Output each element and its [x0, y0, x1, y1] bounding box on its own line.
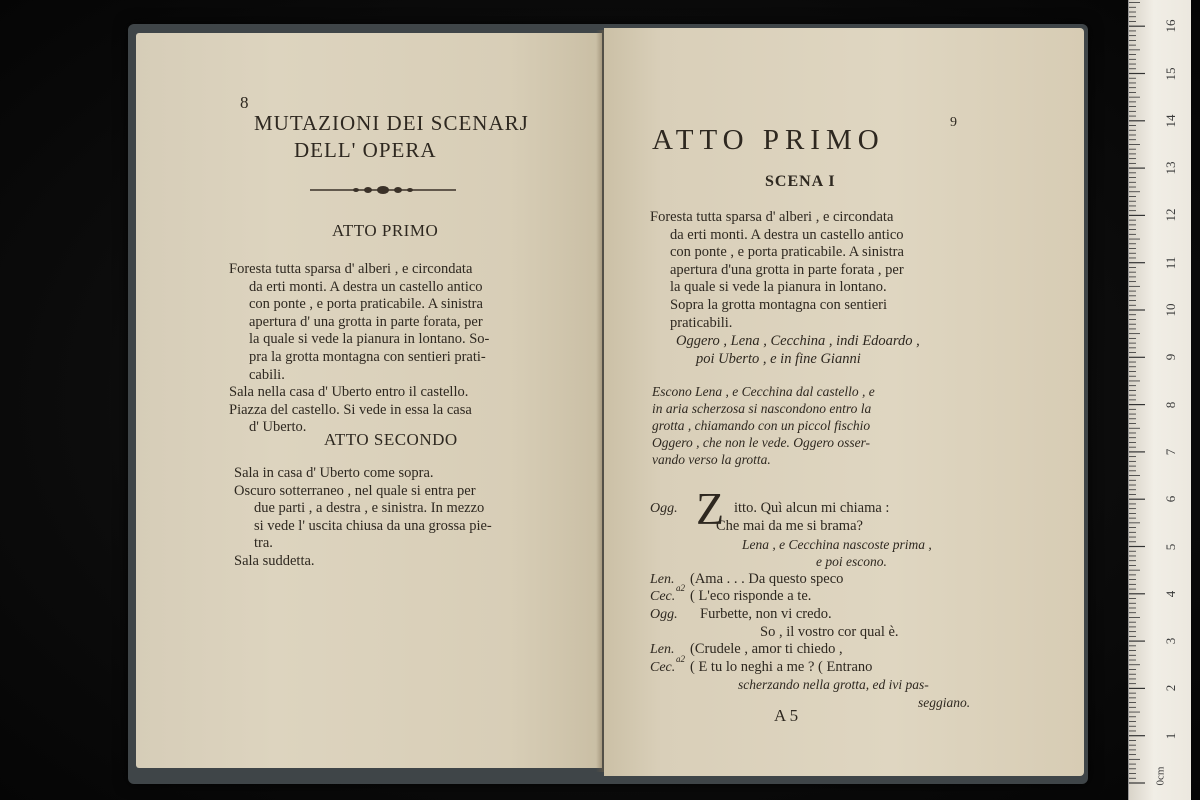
right-page-number: 9 — [950, 115, 957, 130]
scene-line: d' Uberto. — [249, 419, 307, 436]
scene-line: Sala in casa d' Uberto come sopra. — [234, 465, 434, 481]
ruler-number: 4 — [1163, 590, 1178, 598]
left-title-line1: MUTAZIONI DEI SCENARJ — [254, 111, 529, 135]
direction-line: in aria scherzosa si nascondono entro la — [652, 401, 872, 416]
scene-line: la quale si vede la pianura in lontano. So- — [249, 331, 490, 348]
a2-mark: a2 — [676, 653, 685, 664]
direction-line: Oggero , che non le vede. Oggero osser- — [652, 435, 871, 450]
scene-line: Sala nella casa d' Uberto entro il castello. — [229, 384, 469, 401]
scene-line: due parti , a destra , e sinistra. In mezzo — [254, 500, 485, 517]
ruler-number: 2 — [1163, 685, 1178, 692]
scene-line: cabili. — [249, 366, 285, 383]
scene-line: Foresta tutta sparsa d' alberi , e circondata — [229, 261, 473, 277]
ruler-ticks — [1129, 0, 1191, 800]
scene-line: Sala suddetta. — [234, 552, 315, 569]
left-title-line2: DELL' OPERA — [294, 138, 437, 162]
ruler-number: 14 — [1163, 114, 1178, 128]
dialogue-line: Furbette, non vi credo. — [700, 605, 832, 622]
ruler-number: 3 — [1163, 637, 1178, 645]
ruler-number: 6 — [1163, 495, 1178, 503]
ruler-number: 15 — [1163, 67, 1178, 80]
stage-direction — [652, 383, 875, 468]
description-line: la quale si vede la pianura in lontano. — [670, 279, 887, 296]
dialogue-line: ( L'eco risponde a te. — [690, 588, 812, 605]
act2-scene-list — [234, 465, 492, 571]
description-line: apertura d'una grotta in parte forata , per — [670, 261, 904, 278]
ornament-divider-icon — [308, 183, 458, 197]
ruler-unit-label: 0cm — [1154, 766, 1167, 786]
character-line: Oggero , Lena , Cecchina , indi Edoardo , — [676, 333, 920, 349]
direction-line: seggiano. — [918, 694, 971, 710]
speaker-label: Len. — [650, 642, 675, 658]
dialogue-line: So , il vostro cor qual è. — [760, 623, 899, 640]
description-line: da erti monti. A destra un castello antico — [670, 226, 904, 243]
act2-heading: ATTO SECONDO — [324, 430, 458, 449]
direction-line: e poi escono. — [816, 554, 887, 570]
direction-line: grotta , chiamando con un piccol fischio — [652, 418, 871, 433]
ruler-number: 16 — [1163, 19, 1178, 33]
dialogue-block — [650, 470, 1070, 712]
direction-line: scherzando nella grotta, ed ivi pas- — [738, 677, 929, 693]
ruler-number: 12 — [1163, 208, 1178, 222]
character-list — [676, 333, 920, 368]
signature-mark: A 5 — [774, 706, 799, 725]
dialogue-line: (Ama . . . Da questo speco — [690, 570, 844, 587]
description-line: con ponte , e porta praticabile. A sinistra — [670, 244, 904, 261]
left-page-number: 8 — [240, 93, 249, 112]
act-title: ATTO PRIMO — [652, 124, 885, 156]
ruler-number: 5 — [1163, 543, 1178, 550]
a2-mark: a2 — [676, 583, 685, 594]
speaker-label: Ogg. — [650, 501, 678, 516]
scene-line: apertura d' una grotta in parte forata, per — [249, 313, 483, 330]
ruler-number: 11 — [1163, 256, 1178, 269]
scene-line: con ponte , e porta praticabile. A sinistra — [249, 296, 483, 313]
scene-line: si vede l' uscita chiusa da una grossa pie- — [254, 517, 492, 534]
dialogue-line: itto. Quì alcun mi chiama : — [734, 500, 890, 516]
character-line: poi Uberto , e in fine Gianni — [696, 350, 861, 367]
direction-line: Escono Lena , e Cecchina dal castello , e — [652, 384, 875, 399]
description-line: Foresta tutta sparsa d' alberi , e circondata — [650, 209, 894, 225]
speaker-label: Cec. — [650, 589, 676, 605]
ruler-number: 7 — [1163, 448, 1178, 456]
measuring-ruler — [1128, 0, 1191, 800]
dialogue-line: (Crudele , amor ti chiedo , — [690, 641, 843, 658]
scene-description — [650, 209, 904, 332]
speaker-label: Cec. — [650, 659, 676, 675]
ruler-number: 13 — [1163, 161, 1178, 175]
act1-scene-list — [229, 261, 489, 437]
scene-heading: SCENA I — [765, 173, 836, 190]
scene-line: Piazza del castello. Si vede in essa la casa — [229, 401, 472, 418]
scene-line: da erti monti. A destra un castello antico — [249, 278, 483, 295]
speaker-label: Len. — [650, 571, 675, 587]
left-page — [136, 33, 602, 768]
scene-line: Oscuro sotterraneo , nel quale si entra per — [234, 482, 476, 499]
right-page — [604, 28, 1084, 776]
dialogue-line: Che mai da me si brama? — [716, 518, 863, 534]
dialogue-line: ( E tu lo neghi a me ? ( Entrano — [690, 658, 873, 675]
description-line: Sopra la grotta montagna con sentieri — [670, 296, 888, 313]
direction-line: vando verso la grotta. — [652, 452, 771, 467]
scene-line: tra. — [254, 535, 273, 552]
ruler-number: 8 — [1163, 401, 1178, 408]
act1-heading: ATTO PRIMO — [332, 221, 439, 240]
scene-line: pra la grotta montagna con sentieri prati- — [249, 348, 486, 365]
ruler-number: 10 — [1163, 303, 1178, 317]
drop-cap: Z — [696, 483, 725, 534]
ruler-number: 1 — [1163, 732, 1178, 739]
direction-line: Lena , e Cecchina nascoste prima , — [742, 536, 932, 552]
description-line: praticabili. — [670, 314, 733, 331]
speaker-label: Ogg. — [650, 606, 678, 622]
ruler-number: 9 — [1163, 354, 1178, 361]
